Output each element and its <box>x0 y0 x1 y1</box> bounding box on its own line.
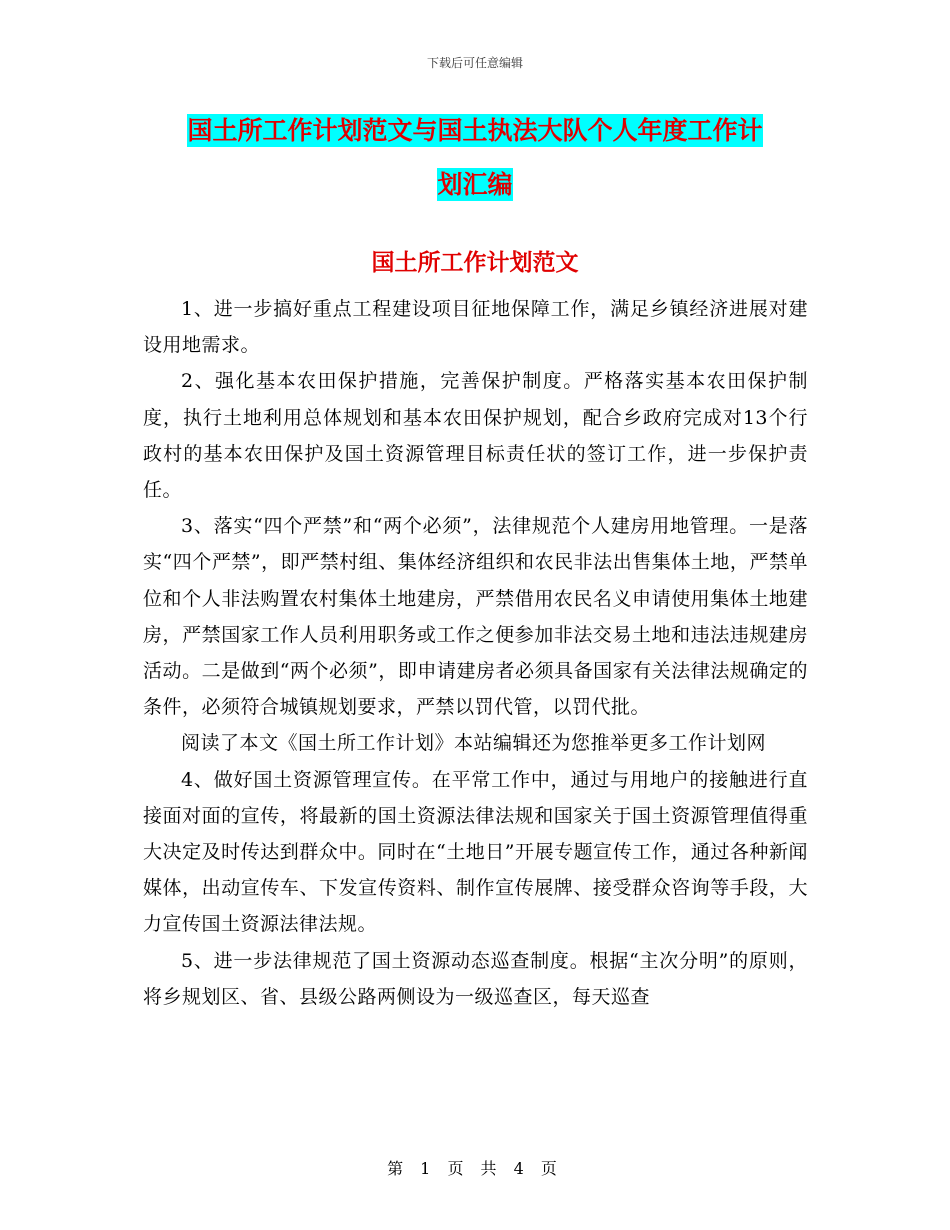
paragraph-4: 阅读了本文《国土所工作计划》本站编辑还为您推举更多工作计划网 <box>181 732 767 755</box>
page-number: 第 1 页 共 4 页 <box>387 1159 563 1178</box>
title-line-1: 国土所工作计划范文与国土执法大队个人年度工作计 <box>187 116 763 145</box>
paragraph-6: 5、进一步法律规范了国土资源动态巡查制度。根据“主次分明”的原则，将乡规划区、省、县级公路两侧设为一级巡查区，每天巡查 <box>143 949 808 1008</box>
title-line-2: 划汇编 <box>437 170 513 199</box>
paragraph-2: 2、强化基本农田保护措施，完善保护制度。严格落实基本农田保护制度，执行土地利用总体规划和基本农田保护规划，配合乡政府完成对13个行政村的基本农田保护及国土资源管理目标责任状的签订工作，进一步保护责任。 <box>143 370 808 502</box>
paragraph-1: 1、进一步搞好重点工程建设项目征地保障工作，满足乡镇经济进展对建设用地需求。 <box>143 298 808 357</box>
section-title: 国土所工作计划范文 <box>371 250 579 276</box>
document-title <box>150 104 800 212</box>
document-body <box>143 291 808 1015</box>
page-header-note: 下载后可任意编辑 <box>426 56 523 70</box>
paragraph-5: 4、做好国土资源管理宣传。在平常工作中，通过与用地户的接触进行直接面对面的宣传，将最新的国土资源法律法规和国家关于国土资源管理值得重大决定及时传达到群众中。同时在“土地日”开展专题宣传工作，通过各种新闻媒体，出动宣传车、下发宣传资料、制作宣传展牌、接受群众咨询等手段，大力宣传国土资源法律法规。 <box>143 768 808 936</box>
paragraph-3: 3、落实“四个严禁”和“两个必须”，法律规范个人建房用地管理。一是落实“四个严禁”，即严禁村组、集体经济组织和农民非法出售集体土地，严禁单位和个人非法购置农村集体土地建房，严禁借用农民名义申请使用集体土地建房，严禁国家工作人员利用职务或工作之便参加非法交易土地和违法违规建房活动。二是做到“两个必须”，即申请建房者必须具备国家有关法律法规确定的条件，必须符合城镇规划要求，严禁以罚代管，以罚代批。 <box>143 515 808 719</box>
